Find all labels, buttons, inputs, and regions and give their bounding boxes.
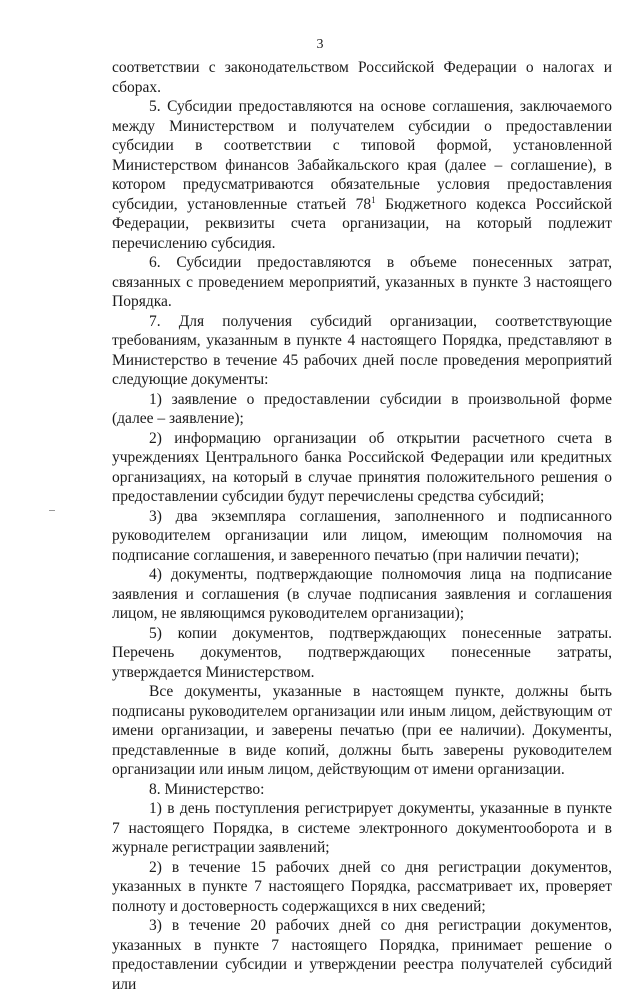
list-item-8-1: 1) в день поступления регистрирует документы, указанные в пункте 7 настоящего Порядка, в системе электронного документооборота и в журнале регистрации заявлений; [112, 800, 612, 856]
paragraph-documents-note: Все документы, указанные в настоящем пункте, должны быть подписаны руководителем организации или иным лицом, действующим от имени организации, и заверены печатью (при ее наличии). Документы, представленные в виде копий, должны быть заверены руководителем организации или иным лицом, действующим от имени организации. [112, 683, 612, 778]
paragraph-item-6: 6. Субсидии предоставляются в объеме понесенных затрат, связанных с проведением мероприятий, указанных в пункте 3 настоящего Порядка. [112, 254, 612, 310]
paragraph-continuation: соответствии с законодательством Российской Федерации о налогах и сборах. [112, 59, 612, 96]
list-item-7-3: 3) два экземпляра соглашения, заполненного и подписанного руководителем организации или лицом, имеющим полномочия на подписание соглашения, и заверенного печатью (при наличии печати); [112, 507, 612, 564]
list-item-8-3: 3) в течение 20 рабочих дней со дня регистрации документов, указанных в пункте 7 настоящего Порядка, принимает решение о предоставлении субсидии и утверждении реестра получателей субсидий или [112, 917, 612, 993]
paragraph-item-5 [112, 97, 612, 253]
paragraph-item-5-text: 5. Субсидии предоставляются на основе соглашения, заключаемого между Министерством и получателем субсидии о предоставлении субсидии в соответствии с типовой формой, установленной Министерством финансов Забайкальского края (далее – соглашение), в котором предусматриваются обязательные условия предоставления субсидии, установленные статьей 78 [112, 98, 612, 213]
list-item-7-4: 4) документы, подтверждающие полномочия лица на подписание заявления и соглашения (в случае подписания заявления и соглашения лицом, не являющимся руководителем организации); [112, 566, 612, 622]
document-body [112, 58, 612, 994]
paragraph-item-8: 8. Министерство: [149, 780, 265, 798]
footnote-superscript: 1 [371, 194, 376, 205]
margin-mark [49, 510, 55, 511]
list-item-7-5: 5) копии документов, подтверждающих понесенные затраты. Перечень документов, подтверждающих понесенные затраты, утверждается Министерством. [112, 624, 612, 681]
list-item-7-1: 1) заявление о предоставлении субсидии в произвольной форме (далее – заявление); [112, 390, 612, 427]
paragraph-item-5-tail: Бюджетного кодекса Российской Федерации, реквизиты счета организации, на который подлежит перечислению субсидия. [112, 195, 612, 252]
list-item-7-2: 2) информацию организации об открытии расчетного счета в учреждениях Центрального банка Российской Федерации или кредитных организациях, на который в случае принятия положительного решения о предоставлении субсидии будут перечислены средства субсидий; [112, 429, 612, 505]
page-number: 3 [316, 37, 324, 52]
list-item-8-2: 2) в течение 15 рабочих дней со дня регистрации документов, указанных в пункте 7 настоящего Порядка, рассматривает их, проверяет полноту и достоверность содержащихся в них сведений; [112, 858, 612, 915]
paragraph-item-7: 7. Для получения субсидий организации, соответствующие требованиям, указанным в пункте 4 настоящего Порядка, представляют в Министерство в течение 45 рабочих дней после проведения мероприятий следующие документы: [112, 312, 612, 388]
